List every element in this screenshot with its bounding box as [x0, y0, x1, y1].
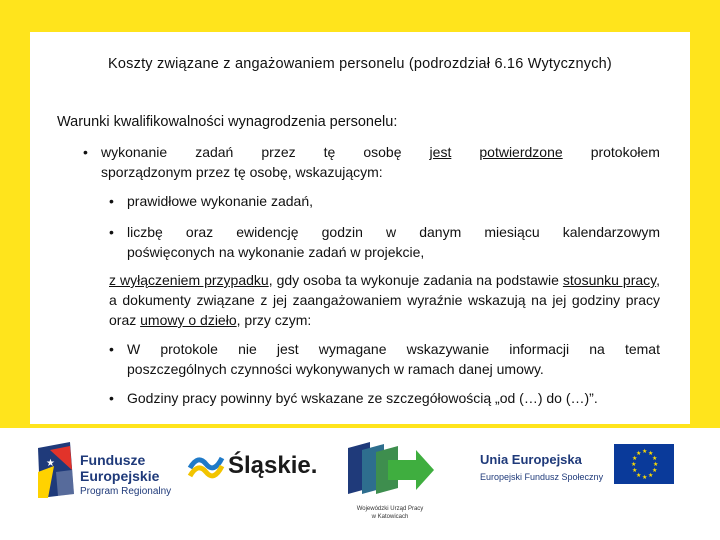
svg-text:★: ★ — [632, 455, 638, 462]
fe-emblem-icon — [36, 442, 76, 498]
svg-text:★: ★ — [631, 461, 637, 468]
svg-text:★: ★ — [653, 461, 659, 468]
eu-flag-icon — [614, 444, 674, 484]
eu-logo: Unia Europejska Europejski Fundusz Społeczny ★ ★ ★ ★ ★ ★ ★ ★ ★ ★ ★ ★ — [474, 440, 684, 500]
bullet-dot: • — [109, 224, 114, 240]
slide-title: Koszty związane z angażowaniem personelu (podrozdział 6.16 Wytycznych) — [108, 56, 612, 72]
logo-footer — [0, 428, 720, 540]
svg-text:★: ★ — [648, 450, 654, 457]
wup-katowice-logo: Wojewódzki Urząd Pracy w Katowicach — [340, 438, 440, 538]
svg-text:★: ★ — [636, 472, 642, 479]
svg-text:★: ★ — [652, 467, 658, 474]
slaskie-wave-icon — [186, 444, 226, 484]
sub-bullet-item: • liczbę oraz ewidencję godzin w danym miesiącu kalendarzowym poświęconych na wykonanie zadań w projekcie, — [109, 224, 660, 260]
slaskie-logo: Śląskie. — [186, 444, 316, 494]
section-heading: Warunki kwalifikowalności wynagrodzenia personelu: — [57, 114, 398, 130]
svg-text:★: ★ — [648, 472, 654, 479]
svg-text:★: ★ — [642, 474, 648, 481]
svg-text:★: ★ — [632, 467, 638, 474]
fundusze-europejskie-logo: ★ Fundusze Europejskie Program Regionalny — [36, 442, 186, 502]
sub-bullet-item: • Godziny pracy powinny być wskazane ze szczegółowością „od (…) do (…)”. — [109, 390, 598, 406]
sub-bullet-item: • prawidłowe wykonanie zadań, — [109, 193, 313, 209]
bullet-dot: • — [109, 193, 114, 209]
wup-arrow-icon — [340, 438, 440, 502]
svg-text:★: ★ — [642, 448, 648, 455]
bullet-line: wykonanie zadań przez tę osobę jest potwierdzone protokołem — [101, 144, 660, 160]
slide-content — [30, 32, 690, 424]
bullet-dot: • — [83, 144, 88, 160]
exception-paragraph: z wyłączeniem przypadku, gdy osoba ta wykonuje zadania na podstawie stosunku pracy, a dokumenty związane z jej zaangażowaniem wyraźnie wskazują na jej godziny pracy oraz umowy o dzieło, przy czym: — [109, 272, 661, 328]
svg-text:★: ★ — [46, 458, 55, 469]
bullet-item: • wykonanie zadań przez tę osobę jest potwierdzone protokołem sporządzonym przez tę osobę, wskazującym: — [83, 144, 660, 180]
svg-text:★: ★ — [636, 450, 642, 457]
bullet-dot: • — [109, 390, 114, 406]
bullet-dot: • — [109, 341, 114, 357]
sub-bullet-item: • W protokole nie jest wymagane wskazywanie informacji na temat poszczególnych czynności wykonywanych w ramach danej umowy. — [109, 341, 660, 377]
svg-text:★: ★ — [652, 455, 658, 462]
